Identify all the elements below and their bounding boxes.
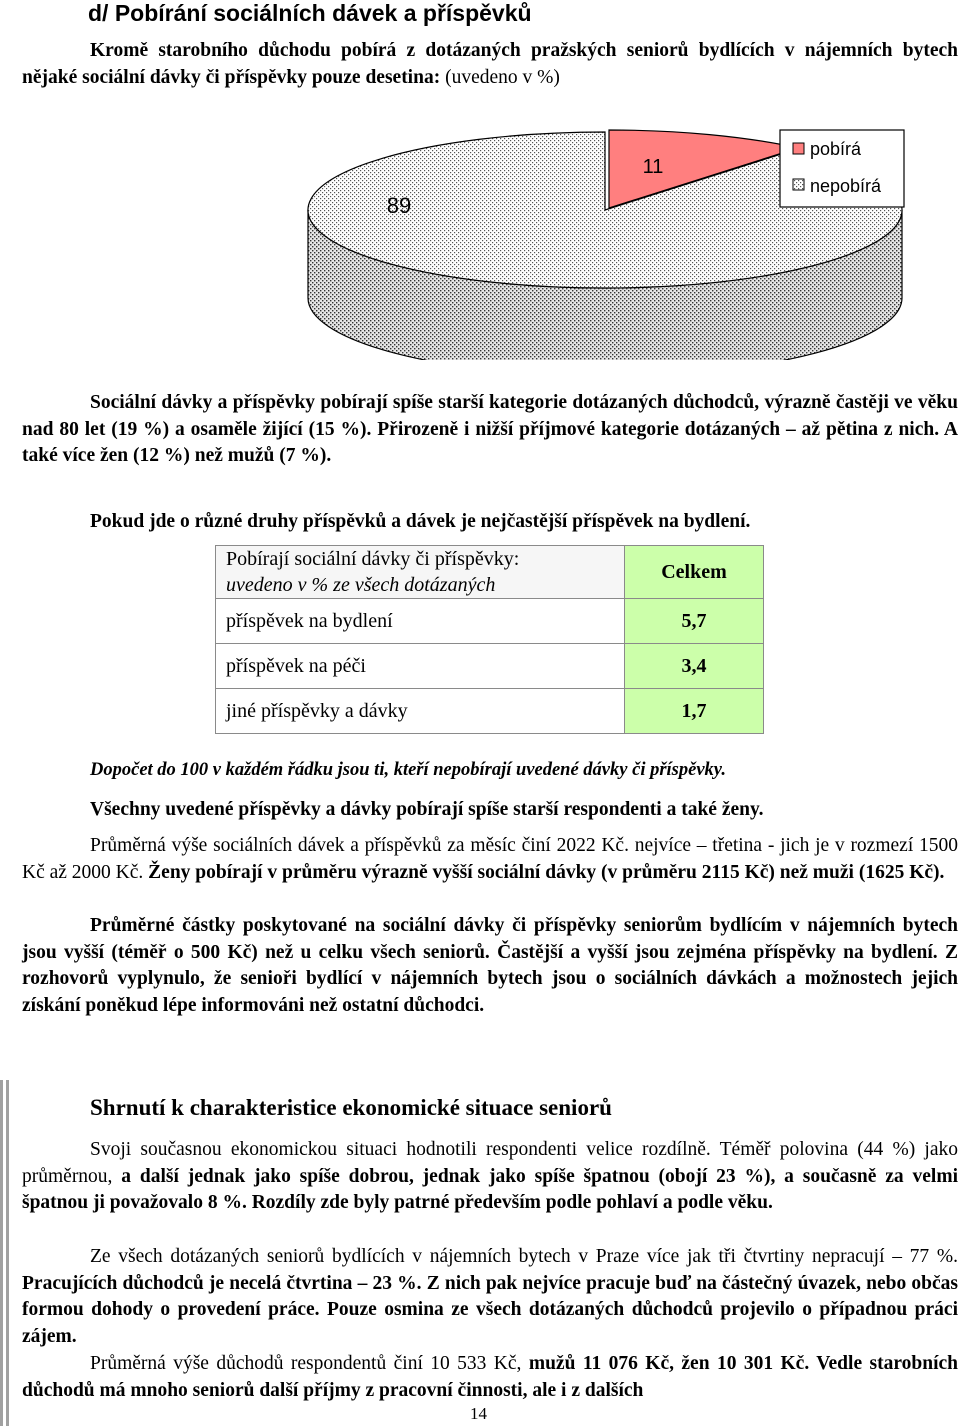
table-row	[216, 644, 764, 689]
summary-title: Shrnutí k charakteristice ekonomické situace seniorů	[90, 1095, 612, 1120]
types-paragraph	[22, 509, 958, 536]
table-row-value: 3,4	[625, 644, 764, 689]
table-row-value: 5,7	[625, 599, 764, 644]
page-number: 14	[470, 1404, 487, 1423]
pie-chart	[150, 120, 910, 360]
table-header-line2: uvedeno v % ze všech dotázaných	[226, 574, 496, 596]
social-bold: Sociální dávky a příspěvky pobírají spíše starší kategorie dotázaných důchodců, výrazně častěji ve věku nad 80 let (19 %) a osaměle žijící (15 %). Přirozeně i nižší příjmové kategorie dotázaných – až pětina z nich. A také více žen (12 %) než mužů (7 %).	[22, 392, 958, 466]
summary-3-bold: mužů 11 076 Kč, žen 10 301 Kč. Vedle starobních důchodů má mnoho seniorů další příjmy z pracovní činnosti, ale i z dalších	[22, 1353, 958, 1401]
section-title: d/ Pobírání sociálních dávek a příspěvků	[88, 0, 532, 26]
summary-3-normal: Průměrná výše důchodů respondentů činí 10 533 Kč,	[90, 1353, 529, 1374]
table-row	[216, 689, 764, 734]
benefits-table	[215, 545, 764, 734]
table-header-label	[216, 546, 625, 599]
summary-2-normal: Ze všech dotázaných seniorů bydlících v nájemních bytech v Praze více jak tři čtvrtiny nepracují – 77 %.	[90, 1246, 958, 1267]
table-header-row	[216, 546, 764, 599]
summary-paragraph-3	[22, 1351, 958, 1404]
table-row-value: 1,7	[625, 689, 764, 734]
social-paragraph	[22, 390, 958, 470]
summary-1-normal: Svoji současnou ekonomickou situaci hodnotili respondenti velice rozdílně. Téměř polovina (44 %) jako průměrnou,	[22, 1139, 958, 1187]
all-paragraph	[22, 797, 958, 824]
pie-label-pobira: 11	[642, 156, 664, 178]
table-col-header: Celkem	[625, 546, 764, 599]
table-header-line1: Pobírají sociální dávky či příspěvky:	[226, 548, 520, 570]
average-paragraph	[22, 833, 958, 886]
table-note: Dopočet do 100 v každém řádku jsou ti, kteří nepobírají uvedené dávky či příspěvky.	[90, 760, 726, 780]
amounts-paragraph: Průměrné částky poskytované na sociální dávky či příspěvky seniorům bydlícím v nájemních bytech jsou vyšší (téměř o 500 Kč) než u celku všech seniorů. Častější a vyšší jsou zejména příspěvky na bydlení. Z rozhovorů vyplynulo, že senioři bydlící v nájemních bytech jsou o sociálních dávkách a možnostech jejich získání poněkud lépe informováni než ostatní důchodci.	[22, 915, 958, 1016]
intro-bold: Kromě starobního důchodu pobírá z dotázaných pražských seniorů bydlících v nájemních bytech nějaké sociální dávky či příspěvky pouze desetina:	[22, 40, 958, 88]
table-row-label: jiné příspěvky a dávky	[216, 689, 625, 734]
table-row-label: příspěvek na bydlení	[216, 599, 625, 644]
legend-label-nepobira: nepobírá	[810, 176, 882, 196]
chart-legend	[780, 130, 904, 207]
pie-label-nepobira: 89	[386, 193, 412, 218]
summary-1-bold: a další jednak jako spíše dobrou, jednak jako spíše špatnou (obojí 23 %), a současně za velmi špatnou ji považovalo 8 %. Rozdíly zde byly patrné především podle pohlaví a podle věku.	[22, 1165, 958, 1213]
all-bold: Všechny uvedené příspěvky a dávky pobírají spíše starší respondenti a také ženy.	[90, 799, 764, 820]
summary-paragraph-1	[22, 1137, 958, 1217]
legend-swatch-nepobira	[793, 179, 804, 190]
legend-label-pobira: pobírá	[810, 139, 862, 159]
summary-paragraph-2	[22, 1244, 958, 1350]
summary-2-bold: Pracujících důchodců je necelá čtvrtina – 23 %. Z nich pak nejvíce pracuje buď na částečný úvazek, nebo občas formou dohody o provedení práce. Pouze osmina ze všech dotázaných důchodců projevilo o případnou práci zájem.	[22, 1272, 958, 1347]
legend-swatch-pobira	[793, 143, 804, 154]
average-bold: Ženy pobírají v průměru výrazně vyšší sociální dávky (v průměru 2115 Kč) než muži (1625 Kč).	[148, 861, 945, 883]
table-row	[216, 599, 764, 644]
types-bold: Pokud jde o různé druhy příspěvků a dávek je nejčastější příspěvek na bydlení.	[90, 511, 751, 532]
table-row-label: příspěvek na péči	[216, 644, 625, 689]
intro-normal: (uvedeno v %)	[440, 66, 560, 88]
intro-paragraph	[22, 38, 958, 91]
summary-side-bars	[0, 1080, 12, 1426]
average-normal: Průměrná výše sociálních dávek a příspěvků za měsíc činí 2022 Kč. nejvíce – třetina - jich je v rozmezí 1500 Kč až 2000 Kč.	[22, 835, 958, 883]
